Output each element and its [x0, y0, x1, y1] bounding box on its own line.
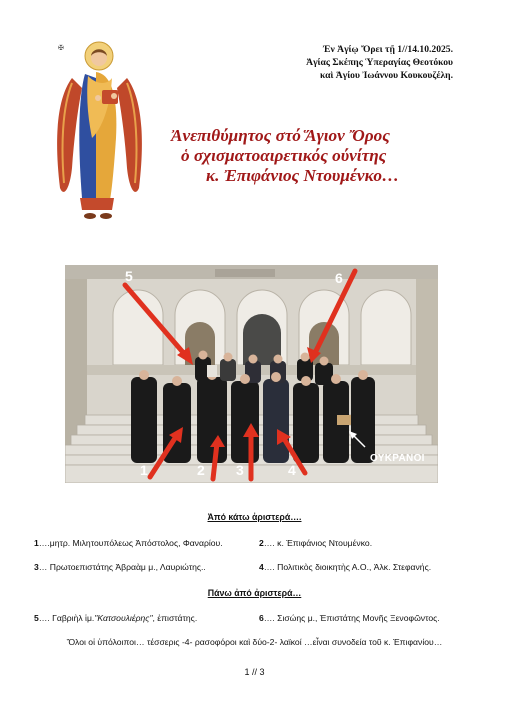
caption-2-text: …. κ. Ἐπιφάνιος Ντουμένκο. [263, 538, 373, 548]
photo-number-1: 1 [140, 462, 148, 478]
caption-5 [34, 613, 197, 623]
archangel-icon [52, 38, 147, 234]
caption-3-text: … Πρωτοεπιστάτης Ἀβραὰμ μ., Λαυριώτης.. [38, 562, 206, 572]
section-heading-top-left: Πάνω ἀπό ἀριστερά… [207, 588, 302, 598]
section-heading-bottom-left: Ἀπό κάτω ἀριστερά…. [207, 512, 302, 522]
caption-3 [34, 562, 206, 572]
document-title [165, 126, 465, 186]
page-number: 1 // 3 [244, 667, 265, 677]
footer-note: Ὅλοι οἱ ὑπόλοιποι… τέσσερις -4- ρασοφόροι καὶ δύο-2- λαϊκοί …εἶναι συνοδεία τοῦ κ. Ἐπιφανίου… [66, 637, 443, 647]
photo-number-5: 5 [125, 268, 133, 284]
photo-number-3: 3 [236, 462, 244, 478]
caption-5-pre: …. Γαβριὴλ ἱμ. [38, 613, 95, 623]
photo-label-ukrainians: ΟΥΚΡΑΝΟΙ [370, 453, 425, 464]
document-header [233, 43, 453, 82]
caption-2-number: 2 [259, 538, 264, 548]
svg-text:✠: ✠ [58, 44, 64, 52]
header-date-line: Ἐν Ἁγίῳ Ὄρει τῇ 1//14.10.2025. [322, 44, 453, 55]
caption-1-text: ….μητρ. Μιλητουπόλεως Ἀπόστολος, Φαναρίου. [38, 538, 223, 548]
header-cell-line: καὶ Ἁγίου Ἰωάννου Κουκουζέλη. [320, 70, 453, 81]
photo-number-4: 4 [288, 462, 296, 478]
photo-number-6: 6 [335, 270, 343, 286]
header-location-line: Ἁγίας Σκέπης Ὑπεραγίας Θεοτόκου [306, 57, 453, 68]
caption-4-text: …. Πολιτικὸς διοικητὴς Α.Ο., Ἀλκ. Στεφανής. [263, 562, 432, 572]
caption-6-text: …. Σισώης μ., Ἐπιστάτης Μονῆς Ξενοφῶντος. [263, 613, 440, 623]
caption-6-number: 6 [259, 613, 264, 623]
caption-5-nickname: "Κατσουλιέρης" [94, 613, 153, 623]
caption-6 [259, 613, 440, 623]
title-line-2: ὁ σχισματοαιρετικός ούνίτης [181, 146, 387, 165]
caption-4 [259, 562, 431, 572]
caption-4-number: 4 [259, 562, 264, 572]
caption-1-number: 1 [34, 538, 39, 548]
caption-2 [259, 538, 372, 548]
group-photo [65, 265, 438, 483]
title-line-3: κ. Ἐπιφάνιος Ντουμένκο… [206, 166, 400, 185]
caption-5-post: , ἐπιστάτης. [152, 613, 198, 623]
caption-5-number: 5 [34, 613, 39, 623]
photo-number-2: 2 [197, 462, 205, 478]
caption-3-number: 3 [34, 562, 39, 572]
caption-1 [34, 538, 223, 548]
title-line-1: Ἀνεπιθύμητος στό Ἅγιον Ὄρος [171, 126, 390, 145]
